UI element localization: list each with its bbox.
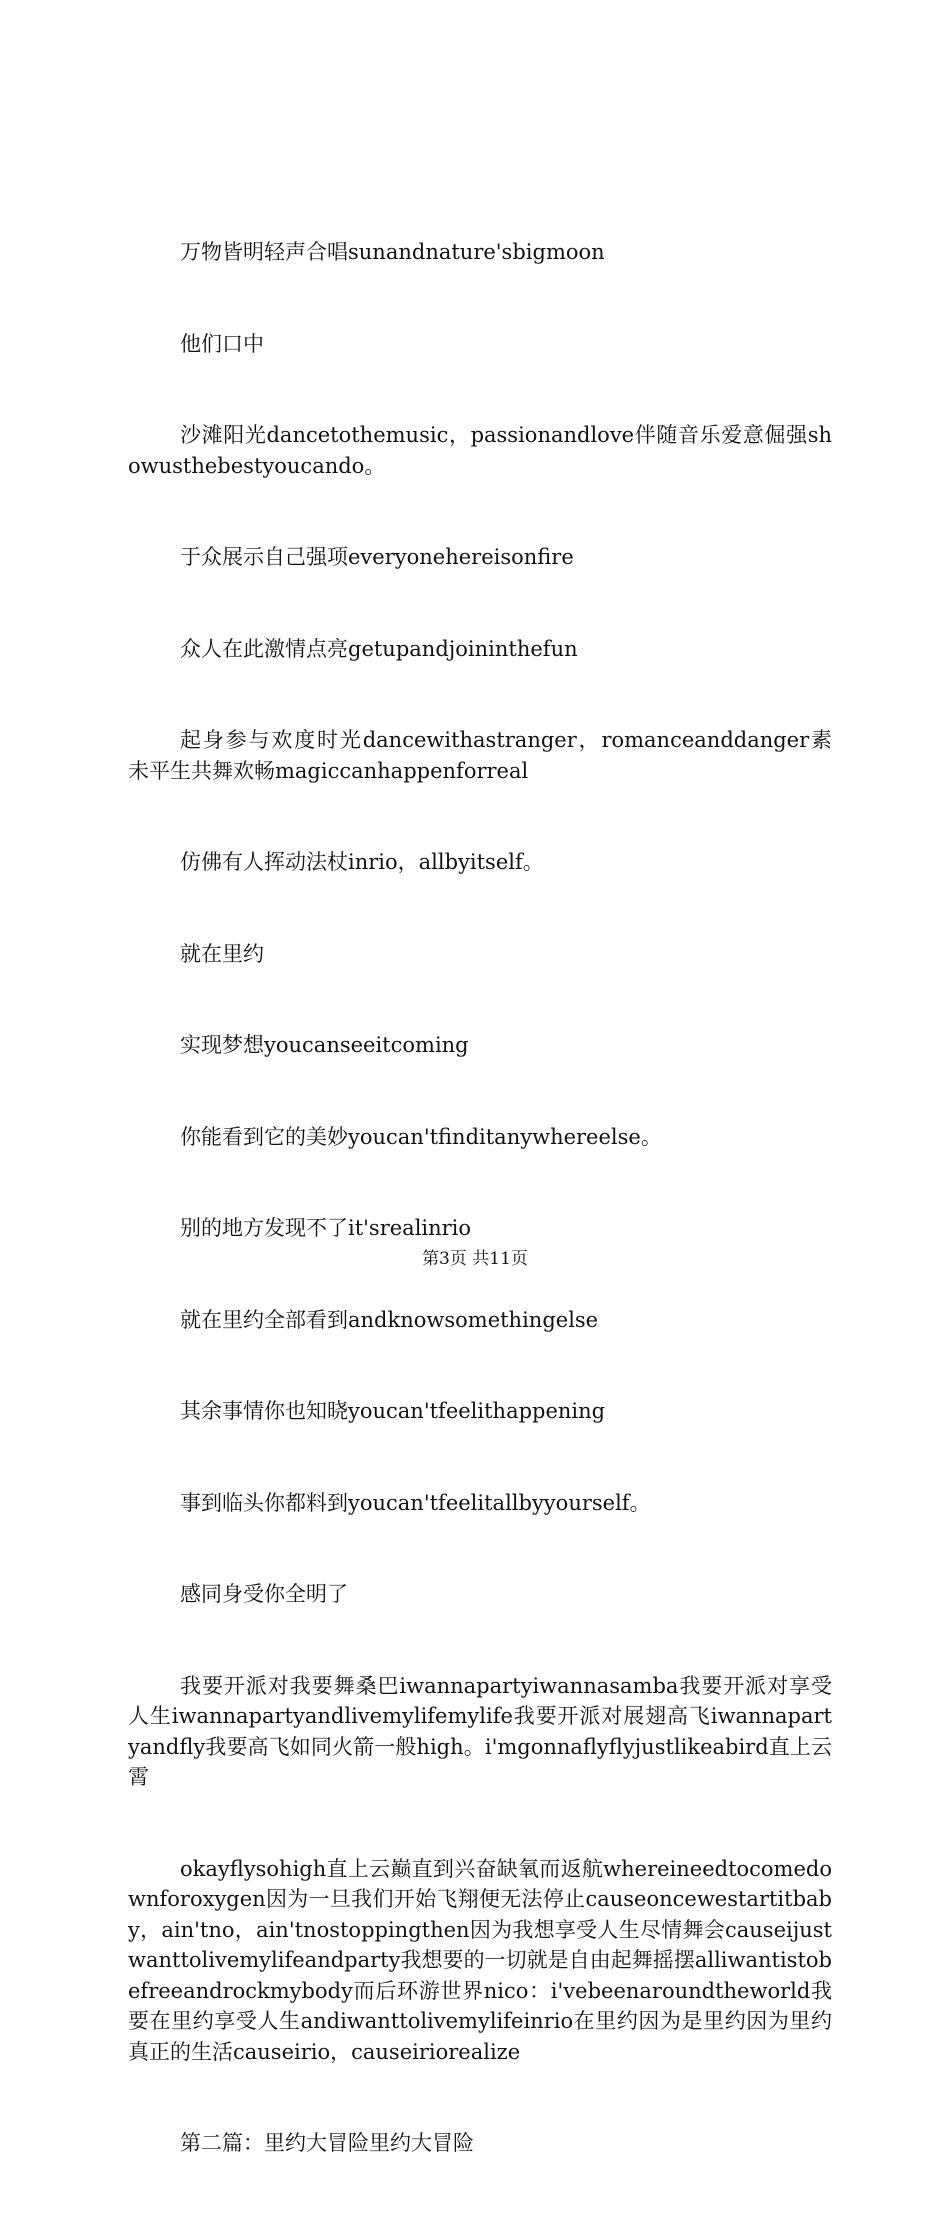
paragraph: 我要开派对我要舞桑巴iwannapartyiwannasamba我要开派对享受人生iwannapartyandlivemylifemylife我要开派对展翅高飞iwannapartyandfly我要高飞如同火箭一般high。i'mgonnaflyflyjustlikeabird直上云霄	[128, 1673, 832, 1789]
paragraph: 起身参与欢度时光dancewithastranger，romanceanddanger素未平生共舞欢畅magiccanhappenforreal	[128, 728, 832, 783]
paragraph: 事到临头你都料到youcan'tfeelitallbyyourself。	[180, 1490, 651, 1515]
paragraph: 万物皆明轻声合唱sunandnature'sbigmoon	[180, 240, 605, 264]
paragraph: 众人在此激情点亮getupandjoininthefun	[180, 636, 578, 661]
paragraph: 就在里约	[180, 941, 264, 966]
paragraph: 实现梦想youcanseeitcoming	[180, 1033, 469, 1057]
paragraph: 他们口中	[180, 331, 264, 356]
paragraph: okayflysohigh直上云巅直到兴奋缺氧而返航whereineedtocomedownforoxygen因为一旦我们开始飞翔便无法停止causeoncewestartitbaby，ain'tno，ain'tnostoppingthen因为我想享受人生尽情舞会causeijustwanttolivemylifeandparty我想要的一切就是自由起舞摇摆alliwantistobefreeandrockmybody而后环游世界nico：i'vebeenaroundtheworld我要在里约享受人生andiwanttolivemylifeinrio在里约因为是里约因为里约真正的生活causeirio，causeiriorealize	[128, 1856, 832, 2064]
paragraph: 你能看到它的美妙youcan'tfinditanywhereelse。	[180, 1124, 662, 1149]
paragraph: 沙滩阳光dancetothemusic，passionandlove伴随音乐爱意倔强showusthebestyoucando。	[128, 423, 832, 478]
paragraph: 别的地方发现不了it'srealinrio	[180, 1216, 472, 1240]
paragraph: 于众展示自己强项everyonehereisonfire	[180, 545, 574, 569]
section-heading: 第二篇：里约大冒险里约大冒险	[180, 2131, 474, 2155]
paragraph: 感同身受你全明了	[180, 1582, 348, 1606]
paragraph: 就在里约全部看到andknowsomethingelse	[180, 1307, 599, 1332]
paragraph: 仿佛有人挥动法杖inrio，allbyitself。	[180, 850, 544, 874]
document-body	[128, 176, 832, 2220]
paragraph: 其余事情你也知晓youcan'tfeelithappening	[180, 1399, 606, 1423]
page-footer: 第3页 共11页	[422, 1249, 528, 1269]
